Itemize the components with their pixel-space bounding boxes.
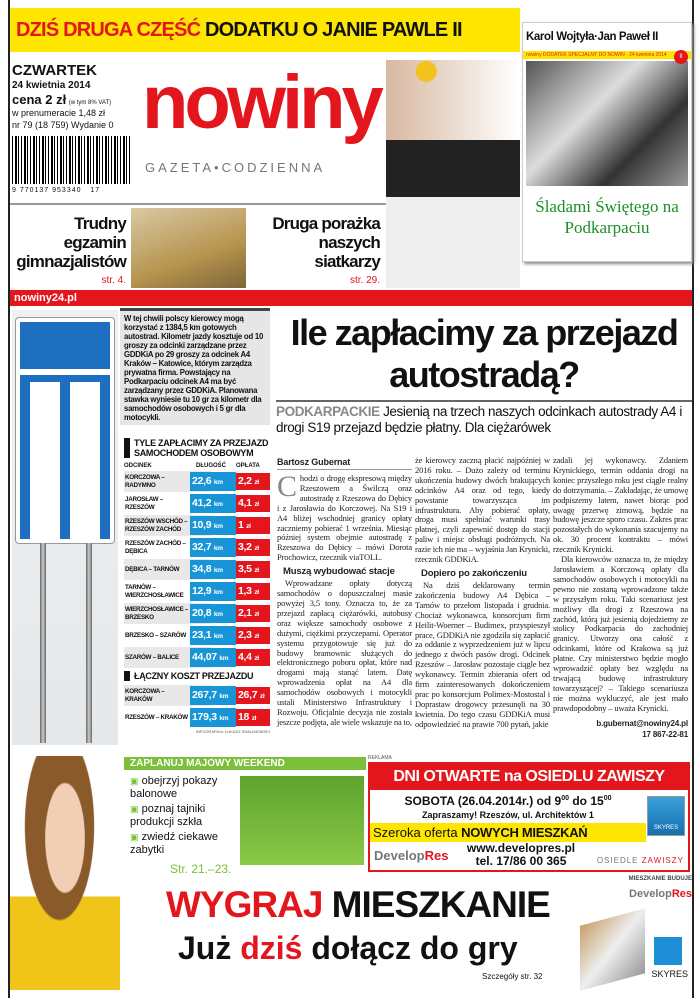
teaser-page: str. 4. (101, 275, 126, 286)
unit: zł (254, 545, 259, 552)
fee-cell (236, 605, 270, 622)
table-row (124, 707, 270, 728)
to-text: do 15 (569, 794, 604, 808)
fee-value: 2,1 (238, 607, 252, 619)
length-cell (190, 686, 236, 705)
section-name: RZESZÓW ZACHÓD – DĘBICA (125, 540, 186, 555)
contest-details: Szczegóły str. 32 (482, 972, 543, 981)
headline[interactable]: Ile zapłacimy za przejazd autostradą? (290, 312, 678, 395)
fee-cell (236, 649, 270, 666)
paragraph: Na dziś deklarowany termin zakończenia budowy A4 Dębica – Tarnów to przełom listopada i grudnia. Chociaż wykonawca, konsorcjum firm Heilit-Woerner – Budimex, przyspieszył prace, GDDKiA nie zgodziła się zapłacić za oddanie z wyprzedzeniem już w lipcu jednego z dwóch pasów drogi. Odcinek Rzeszów – Jarosław pozostaje ciągle bez wykonawcy. Termin zbierania ofert od firm zainteresowanych dokończeniem prac po konsorcjum Polimex-Mostostal i Doprastaw drogowcy przesunęli na 30 kwietnia. Do tego czasu GDDKiA musi odpowiedzieć na prawie 700 pytań, jakie (415, 579, 550, 729)
table-row (124, 471, 270, 492)
weekend-page: Str. 21.–23. (170, 862, 232, 876)
barcode-number: 9 770137 953340 17 (12, 187, 101, 194)
length-value: 12,9 (192, 585, 212, 597)
paragraph: Dla kierowców oznacza to, że między Jarosławiem a Korczową opłaty dla samochodów osobowych i motocykli na pewno nie zostaną wprowadzone także w przyszłym roku. Taki scenariusz jest możliwy dla drogi z Rzeszowa na zachód, którą już jesienią dojedziemy ze stolicy Podkarpacia do zachodniej granicy. Utworzy ona całość z odcinkami, które od Krakowa są już płatne. Czy ministerstwo będzie mogło wprowadzić opłaty bez względu na trwającą budowę infrastruktury towarzyszącej? – Takiego scenariusza nie można wykluczyć, ale jest mało prawdopodobny – uważa Krynicki. (553, 554, 688, 713)
length-value: 22,6 (192, 475, 212, 487)
barcode (12, 136, 130, 184)
fee-value: 26,7 (238, 689, 258, 701)
builder-label: MIESZKANIE BUDUJE (628, 876, 692, 882)
col-section: ODCINEK (124, 463, 152, 469)
unit: km (213, 589, 223, 596)
offer-text: Szeroka oferta (373, 825, 462, 840)
unit: km (213, 567, 223, 574)
divider (10, 203, 386, 205)
unit: zł (254, 633, 259, 640)
ad-headline: DNI OTWARTE na OSIEDLU ZAWISZY (370, 764, 688, 790)
article-column-2 (415, 456, 550, 730)
subheading: Dopiero po zakończeniu (421, 567, 527, 579)
unit: km (219, 693, 229, 700)
sup: 00 (603, 795, 612, 802)
item-text: poznaj tajniki produkcji szkła (130, 803, 206, 828)
price: cena 2 zł (12, 92, 67, 107)
logo-text: Res (671, 888, 692, 900)
length-cell (190, 708, 236, 727)
table-row (124, 625, 270, 646)
ad-phone: tel. 17/86 00 365 (475, 854, 567, 868)
length-cell (190, 516, 236, 535)
item-text: obejrzyj pokazy balonowe (130, 775, 218, 800)
motorway-sign-photo (12, 310, 118, 745)
contest-headline[interactable] (166, 884, 550, 926)
text: Już (178, 930, 241, 966)
fee-cell (236, 583, 270, 600)
fee-value: 3,2 (238, 541, 252, 553)
logo-text: Develop (629, 888, 672, 900)
woman-with-key-photo (10, 756, 120, 990)
website-bar[interactable]: nowiny24.pl (10, 290, 692, 306)
section-name: TARNÓW – WIERZCHOSŁAWICE (125, 584, 184, 599)
paragraph: zadali jej wykonawcy. Zdaniem Krynickiego, termin oddania drogi na koniec przyszłego roku jest ciągle realny do dotrzymania. – Zakładając, że umowę podpiszemy latem, nawet biorąc pod uwagę przerwę zimową, będzie na budowę jeszcze sporo czasu. Zakres prac pozostałych do wykonania szacujemy na ok. 30 procent kontraktu – mówi rzecznik Krynicki. (553, 455, 688, 555)
unit: zł (254, 567, 259, 574)
teaser-exam[interactable] (12, 214, 126, 271)
length-value: 20,8 (192, 607, 212, 619)
vat: (w tym 8% VAT) (68, 100, 112, 106)
length-cell (190, 582, 236, 601)
date-text: SOBOTA (26.04.2014r.) od 9 (404, 794, 562, 808)
top-banner[interactable] (10, 8, 520, 52)
pope-photo (526, 61, 688, 186)
fee-value: 1 (238, 519, 244, 531)
unit: zł (259, 693, 265, 700)
teaser-title: Trudny egzamin gimnazjalistów (16, 214, 126, 271)
unit: zł (251, 715, 257, 722)
section-name: DĘBICA – TARNÓW (125, 565, 180, 573)
length-value: 34,8 (192, 563, 212, 575)
issue-number: nr 79 (18 759) Wydanie 0 (12, 120, 114, 130)
skyres-label: SKYRES (651, 969, 688, 979)
supplement-insert[interactable] (522, 22, 692, 262)
table-row (124, 515, 270, 536)
kicker: PODKARPACKIE (276, 404, 380, 419)
unit: km (213, 523, 223, 530)
unit: km (213, 545, 223, 552)
table-row (124, 581, 270, 602)
ad-website[interactable]: www.developres.pl (466, 841, 576, 855)
insert-strip-wrap (523, 51, 691, 59)
unit: km (213, 611, 223, 618)
unit: km (213, 633, 223, 640)
insert-subtitle: Śladami Świętego na Podkarpaciu (535, 197, 679, 237)
fee-value: 4,4 (238, 651, 252, 663)
list-item (130, 775, 236, 801)
table-title: TYLE ZAPŁACIMY ZA PRZEJAZD SAMOCHODEM OSOBOWYM (124, 438, 270, 458)
logo[interactable]: nowiny (142, 60, 380, 145)
length-value: 23,1 (192, 629, 212, 641)
table-row (124, 559, 270, 580)
length-cell (190, 538, 236, 557)
subscription-price: w prenumeracie 1,48 zł (12, 108, 106, 118)
insert-badge: II (674, 50, 688, 64)
length-cell (190, 472, 236, 491)
fee-value: 3,5 (238, 563, 252, 575)
banner-text: DODATKU O JANIE PAWLE II (200, 19, 462, 41)
length-cell (190, 494, 236, 513)
logo-text: Res (424, 848, 449, 863)
osiedle-logo (597, 856, 684, 866)
section-name: KORCZOWA – RADYMNO (125, 474, 165, 489)
weekend-list (130, 775, 236, 859)
length-cell (190, 648, 236, 667)
teaser-volleyball[interactable] (250, 214, 380, 271)
weekend-header[interactable]: ZAPLANUJ MAJOWY WEEKEND (124, 757, 366, 770)
length-cell (190, 560, 236, 579)
skyres-logo: SKYRES (647, 796, 685, 836)
section-name: JAROSŁAW – RZESZÓW (125, 496, 163, 511)
section-name: RZESZÓW WSCHÓD – RZESZÓW ZACHÓD (125, 518, 188, 533)
paragraph: Wprowadzane opłaty dotyczą samochodów o dopuszczalnej masie powyżej 3,5 tony. Oznacza to, że za przejazd zapłacą ciężarówki, autobusy oraz większe samochody osobowe z dużymi, ciężkimi przyczepami. Operator systemu przygotowuje się już do budowy bramownic służących do elektronicznego poboru opłat, które nad drogami mają stanąć latem. Datę wprowadzenia opłat na A4 dla samochodów osobowych i motocykli ustali Ministerstwo Infrastruktury i Rozwoju. Oficjalnie decyzja nie została jeszcze podjęta, ale wiele wskazuje na to, (277, 578, 412, 727)
unit: zł (254, 501, 259, 508)
section-name: WIERZCHOSŁAWICE – BRZESKO (125, 606, 189, 621)
length-value: 267,7 (192, 689, 217, 701)
headline-red: WYGRAJ (166, 884, 323, 925)
list-item (130, 831, 236, 857)
teaser-title: Druga porażka naszych siatkarzy (272, 214, 380, 271)
length-cell (190, 604, 236, 623)
unit: zł (254, 589, 259, 596)
article-column-3 (553, 456, 688, 740)
bullet-icon: ▣ (130, 776, 139, 786)
table-row (124, 603, 270, 624)
fee-value: 2,2 (238, 475, 252, 487)
insert-title: Karol Wojtyła·Jan Paweł II (526, 31, 658, 43)
tagline: GAZETA•CODZIENNA (145, 160, 326, 175)
author-phone: 17 867-22-81 (642, 729, 688, 739)
fee-cell (236, 495, 270, 512)
exam-photo (131, 208, 246, 288)
date: 24 kwietnia 2014 (12, 80, 91, 91)
unit: zł (254, 479, 259, 486)
table-row (124, 647, 270, 668)
volleyball-photo[interactable] (386, 60, 520, 288)
fee-cell (236, 561, 270, 578)
unit: zł (246, 523, 251, 530)
headline-black: MIESZKANIE (322, 884, 550, 925)
text-red: dziś (240, 930, 303, 966)
section-name: SZARÓW – BALICE (125, 653, 179, 661)
author-email[interactable]: b.gubernat@nowiny24.pl (596, 718, 688, 728)
length-value: 44,07 (192, 651, 217, 663)
section-name: BRZESKO – SZARÓW (125, 631, 186, 639)
info-box: W tej chwili polscy kierowcy mogą korzystać z 1384,5 km gotowych autostrad. Kilometr jazdy kosztuje od 10 groszy za odcinki zarządzane przez GDDKiA po 29 groszy za odcinek A4 Kraków – Katowice, którym zarządza prywatna firma. Powstający na Podkarpaciu odcinek A4 ma być zarządzany przez GDDKiA. Planowana stawka wyniesie tu 10 gr za kilometr dla samochodów osobowych i 5 gr dla motocykli. (120, 308, 270, 425)
table-row (124, 537, 270, 558)
dropcap: C (277, 470, 297, 503)
logo-text: ZAWISZY (641, 856, 684, 865)
fee-value: 2,3 (238, 629, 252, 641)
contest-subline (178, 929, 518, 967)
unit: zł (254, 611, 259, 618)
apartment-promo (580, 875, 692, 992)
fee-cell (236, 517, 270, 534)
total-title: ŁĄCZNY KOSZT PRZEJAZDU (124, 671, 270, 681)
length-value: 32,7 (192, 541, 212, 553)
section-name: RZESZÓW – KRAKÓW (125, 713, 188, 721)
ad-offer (370, 823, 646, 842)
length-cell (190, 626, 236, 645)
fee-cell (236, 627, 270, 644)
sup: 00 (561, 795, 570, 802)
paragraph: że kierowcy zaczną płacić najpóźniej w 2016 roku. – Dużo zależy od terminu ukończenia budowy dwóch brakujących odcinków A4 oraz od tego, kiedy powstanie towarzysząca im infrastruktura. Aby pobierać opłaty, droga musi spełniać warunki trasy płatnej, czyli zapewnić dostęp do stacji paliw i miejsc obsługi podróżnych. Na razie ich nie ma – wyjaśnia Jan Krynicki, rzecznik GDDKiA. (415, 455, 550, 565)
table-row (124, 493, 270, 514)
fee-cell (236, 473, 270, 490)
logo-text: Develop (374, 848, 425, 863)
length-value: 179,3 (192, 711, 217, 723)
fee-cell (236, 539, 270, 556)
length-value: 41,2 (192, 497, 212, 509)
unit: km (213, 479, 223, 486)
subheading: Muszą wybudować stacje (283, 566, 395, 578)
developres-logo (374, 848, 448, 863)
ad-label: REKLAMA (368, 755, 392, 761)
toll-table (124, 438, 270, 735)
unit: km (219, 655, 229, 662)
table-row (124, 685, 270, 706)
fee-cell (236, 687, 270, 704)
unit: km (219, 715, 229, 722)
lead (276, 400, 692, 436)
day: CZWARTEK (12, 62, 97, 79)
section-name: KORCZOWA – KRAKÓW (125, 688, 165, 703)
col-length: DŁUGOŚĆ (196, 463, 226, 469)
apartment-render (580, 908, 645, 990)
motorway-sign-icon (16, 318, 114, 543)
source: INFOGRAFIKA: ŁUKASZ SHALIMOWSKI (195, 729, 270, 734)
col-fee: OPŁATA (236, 463, 260, 469)
insert-strip: nowiny DODATEK SPECJALNY DO NOWIN · 24 kwietnia 2014 (526, 52, 667, 58)
bullet-icon: ▣ (130, 804, 139, 814)
paragraph: hodzi o drogę ekspresową między Rzeszowem a Świlczą oraz autostradę z Rzeszowa do Dębicy i z Jarosławia do Korczowej. Na S19 i A4 bliżej wschodniej granicy opłaty zaczniemy pobierać 1 września. Miesiąc później system obejmie autostradę z Rzeszowa do Dębicy – mówi Dorota Prochowicz, rzecznik viaTOLL. (277, 473, 412, 563)
article-column-1 (277, 456, 412, 728)
skyres-icon (654, 937, 682, 965)
couple-photo (240, 776, 364, 865)
ad-invite: Zapraszamy! Rzeszów, ul. Architektów 1 (422, 810, 594, 820)
offer-bold: NOWYCH MIESZKAŃ (461, 825, 588, 840)
fee-value: 18 (238, 711, 250, 723)
fee-value: 1,3 (238, 585, 252, 597)
bullet-icon: ▣ (130, 832, 139, 842)
issue-info (12, 62, 132, 131)
text: dołącz do gry (302, 930, 518, 966)
list-item (130, 803, 236, 829)
fee-cell (236, 709, 270, 726)
author: Bartosz Gubernat (277, 456, 412, 470)
item-text: zwiedź ciekawe zabytki (130, 831, 218, 856)
unit: zł (254, 655, 259, 662)
developres-logo (580, 888, 692, 901)
teaser-page: str. 29. (349, 275, 380, 286)
banner-red-text: DZIŚ DRUGA CZĘŚĆ (16, 19, 201, 41)
lead-text: Jesienią na trzech naszych odcinkach autostrady A4 i drogi S19 przejazd będzie płatny. Dla ciężarówek (276, 404, 682, 435)
logo-text: OSIEDLE (596, 856, 642, 865)
unit: km (213, 501, 223, 508)
fee-value: 4,1 (238, 497, 252, 509)
ad-date (370, 790, 688, 810)
length-value: 10,9 (192, 519, 212, 531)
open-days-ad[interactable] (368, 762, 690, 872)
